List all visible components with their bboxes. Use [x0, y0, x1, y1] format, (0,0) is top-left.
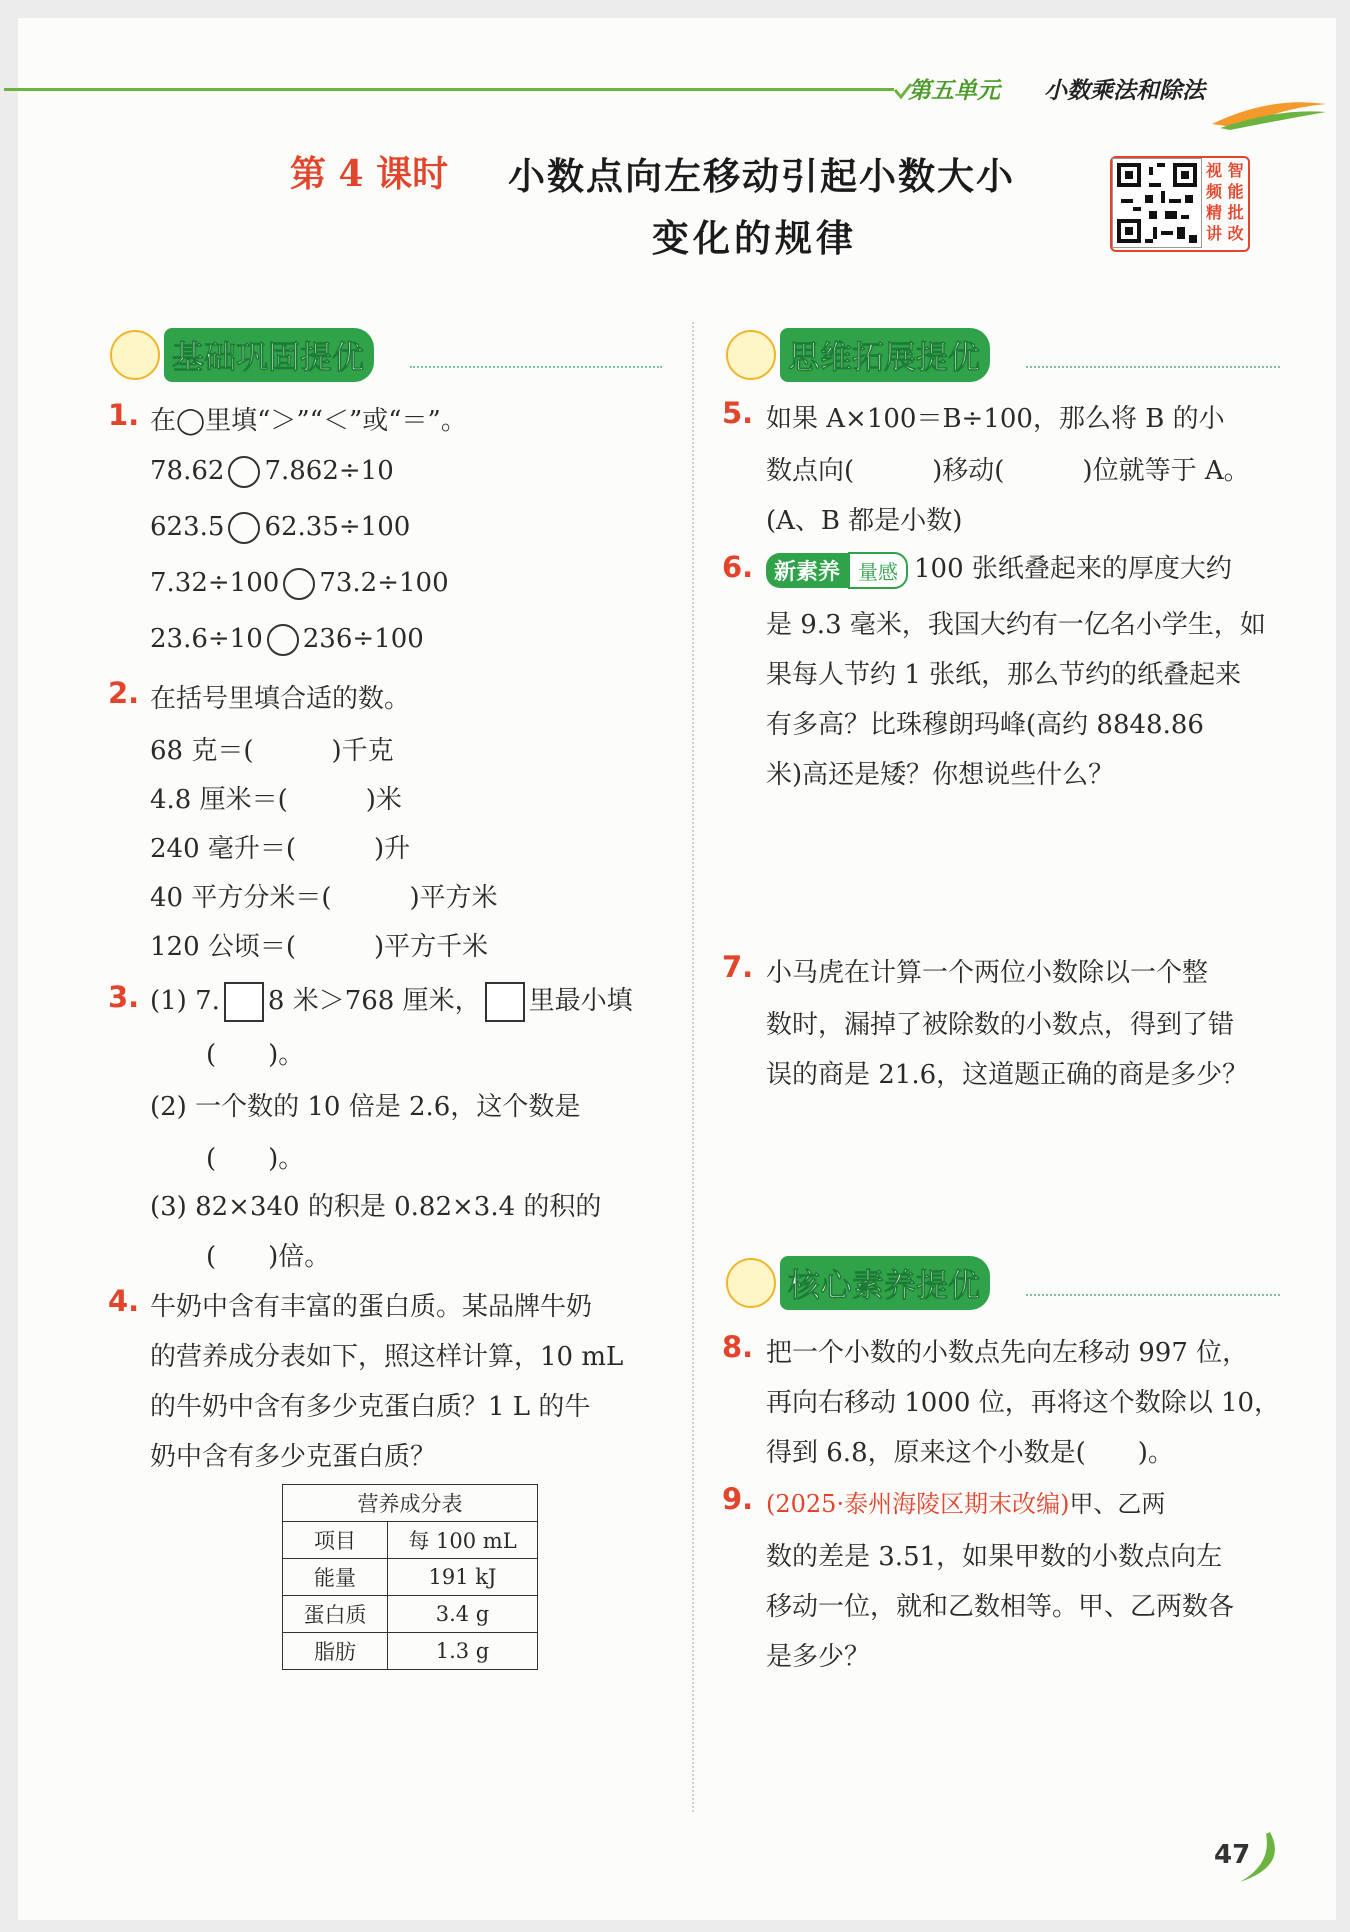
question-line: 果每人节约 1 张纸，那么节约的纸叠起来 — [766, 660, 1242, 690]
question-number: 5. — [722, 396, 754, 430]
new-literacy-badge: 新素养 — [766, 553, 848, 588]
qr-code-icon[interactable] — [1112, 158, 1202, 248]
section-title-core: 核心素养提优 — [780, 1256, 990, 1310]
trophy-icon — [726, 1258, 776, 1308]
question-line: 的营养成分表如下，照这样计算，10 mL — [150, 1342, 624, 1372]
table-cell: 191 kJ — [388, 1559, 538, 1596]
question-line: 的牛奶中含有多少克蛋白质？1 L 的牛 — [150, 1392, 591, 1422]
lesson-title-line2: 变化的规律 — [652, 217, 857, 260]
sprout-icon — [726, 330, 776, 380]
question-number: 1. — [108, 398, 140, 432]
leaf-swoosh-icon — [1210, 94, 1328, 130]
fill-blank-line[interactable]: 4.8 厘米＝( )米 — [150, 785, 402, 815]
question-line: 移动一位，就和乙数相等。甲、乙两数各 — [766, 1592, 1235, 1622]
digit-box[interactable] — [485, 982, 525, 1022]
question-line: 再向右移动 1000 位，再将这个数除以 10， — [766, 1388, 1281, 1418]
table-row — [283, 1596, 538, 1633]
question-number: 3. — [108, 980, 140, 1014]
table-caption: 营养成分表 — [283, 1485, 538, 1522]
qr-label-4: 讲 改 — [1206, 224, 1244, 243]
fill-blank-line[interactable]: 68 克＝( )千克 — [150, 736, 394, 766]
fill-blank-line[interactable]: 240 毫升＝( )升 — [150, 834, 411, 864]
question-line: 有多高？比珠穆朗玛峰(高约 8848.86 — [766, 710, 1204, 740]
question-number: 4. — [108, 1284, 140, 1318]
section-title-thinking: 思维拓展提优 — [780, 328, 990, 382]
table-cell: 脂肪 — [283, 1633, 388, 1670]
unit-label: 第五单元 — [908, 78, 1000, 104]
question-number: 7. — [722, 950, 754, 984]
compare-row: 23.6÷10 236÷100 — [150, 624, 424, 654]
compare-row: 78.62 7.862÷10 — [150, 456, 394, 486]
question-line: 数时，漏掉了被除数的小数点，得到了错 — [766, 1010, 1235, 1040]
question-line: 牛奶中含有丰富的蛋白质。某品牌牛奶 — [150, 1292, 593, 1322]
question-line: 如果 A×100＝B÷100，那么将 B 的小 — [766, 404, 1225, 434]
question-number: 6. — [722, 550, 754, 584]
nutrition-table — [282, 1484, 538, 1670]
header-rule — [4, 88, 894, 91]
question-line: 是 9.3 毫米，我国大约有一亿名小学生，如 — [766, 610, 1266, 640]
question-line: 数的差是 3.51，如果甲数的小数点向左 — [766, 1542, 1223, 1572]
table-header-row — [283, 1522, 538, 1559]
question-stem: 在◯里填“＞”“＜”或“＝”。 — [150, 406, 467, 436]
question-line: 误的商是 21.6，这道题正确的商是多少？ — [766, 1060, 1249, 1090]
table-cell: 项目 — [283, 1522, 388, 1559]
compare-blank[interactable] — [267, 624, 299, 656]
question-line: (2025·泰州海陵区期末改编)甲、乙两 — [766, 1490, 1166, 1518]
question-line: 是多少？ — [766, 1642, 871, 1672]
topic-label: 小数乘法和除法 — [1044, 78, 1205, 104]
table-cell: 1.3 g — [388, 1633, 538, 1670]
qr-label-1: 视 智 — [1206, 161, 1244, 180]
section-rule — [1026, 366, 1280, 368]
compare-row: 7.32÷100 73.2÷100 — [150, 568, 449, 598]
question-line: 米)高还是矮？你想说些什么？ — [766, 760, 1115, 790]
question-stem: 在括号里填合适的数。 — [150, 684, 411, 714]
column-divider — [692, 322, 694, 1812]
answer-blank[interactable]: ( )。 — [206, 1040, 305, 1070]
gear-leaf-icon — [110, 330, 160, 380]
table-row — [283, 1633, 538, 1670]
question-number: 9. — [722, 1482, 754, 1516]
lesson-title-line1: 小数点向左移动引起小数大小 — [508, 155, 1015, 198]
quantity-sense-badge: 量感 — [848, 552, 908, 589]
fill-blank-line[interactable]: 40 平方分米＝( )平方米 — [150, 883, 498, 913]
compare-blank[interactable] — [283, 568, 315, 600]
table-cell: 3.4 g — [388, 1596, 538, 1633]
table-cell: 每 100 mL — [388, 1522, 538, 1559]
compare-blank[interactable] — [228, 512, 260, 544]
section-rule — [410, 366, 662, 368]
question-part: (1) 7. 8 米＞768 厘米， 里最小填 — [150, 980, 633, 1022]
fill-blank-line[interactable]: 120 公顷＝( )平方千米 — [150, 932, 489, 962]
question-part: (2) 一个数的 10 倍是 2.6，这个数是 — [150, 1092, 581, 1122]
question-line: 小马虎在计算一个两位小数除以一个整 — [766, 958, 1209, 988]
table-cell: 能量 — [283, 1559, 388, 1596]
answer-blank[interactable]: ( )倍。 — [206, 1242, 331, 1272]
compare-row: 623.5 62.35÷100 — [150, 512, 411, 542]
answer-blank[interactable]: ( )。 — [206, 1144, 305, 1174]
table-row — [283, 1559, 538, 1596]
digit-box[interactable] — [224, 982, 264, 1022]
lesson-tag: 第 4 课时 — [290, 153, 449, 195]
qr-label-3: 精 批 — [1206, 203, 1244, 222]
question-line: (A、B 都是小数) — [766, 506, 963, 536]
question-line[interactable]: 数点向( )移动( )位就等于 A。 — [766, 456, 1250, 486]
question-line: 奶中含有多少克蛋白质？ — [150, 1442, 437, 1472]
section-rule — [1026, 1294, 1280, 1296]
question-part: (3) 82×340 的积是 0.82×3.4 的积的 — [150, 1192, 602, 1222]
question-line: 把一个小数的小数点先向左移动 997 位， — [766, 1338, 1249, 1368]
question-number: 8. — [722, 1330, 754, 1364]
question-line[interactable]: 得到 6.8，原来这个小数是( )。 — [766, 1438, 1174, 1468]
qr-label-2: 频 能 — [1206, 182, 1244, 201]
table-cell: 蛋白质 — [283, 1596, 388, 1633]
section-title-basic: 基础巩固提优 — [164, 328, 374, 382]
page-number: 47 — [1214, 1840, 1251, 1870]
compare-blank[interactable] — [228, 456, 260, 488]
question-number: 2. — [108, 676, 140, 710]
source-note: (2025·泰州海陵区期末改编) — [766, 1490, 1070, 1518]
question-line: 新素养 量感 100 张纸叠起来的厚度大约 — [766, 548, 1232, 589]
